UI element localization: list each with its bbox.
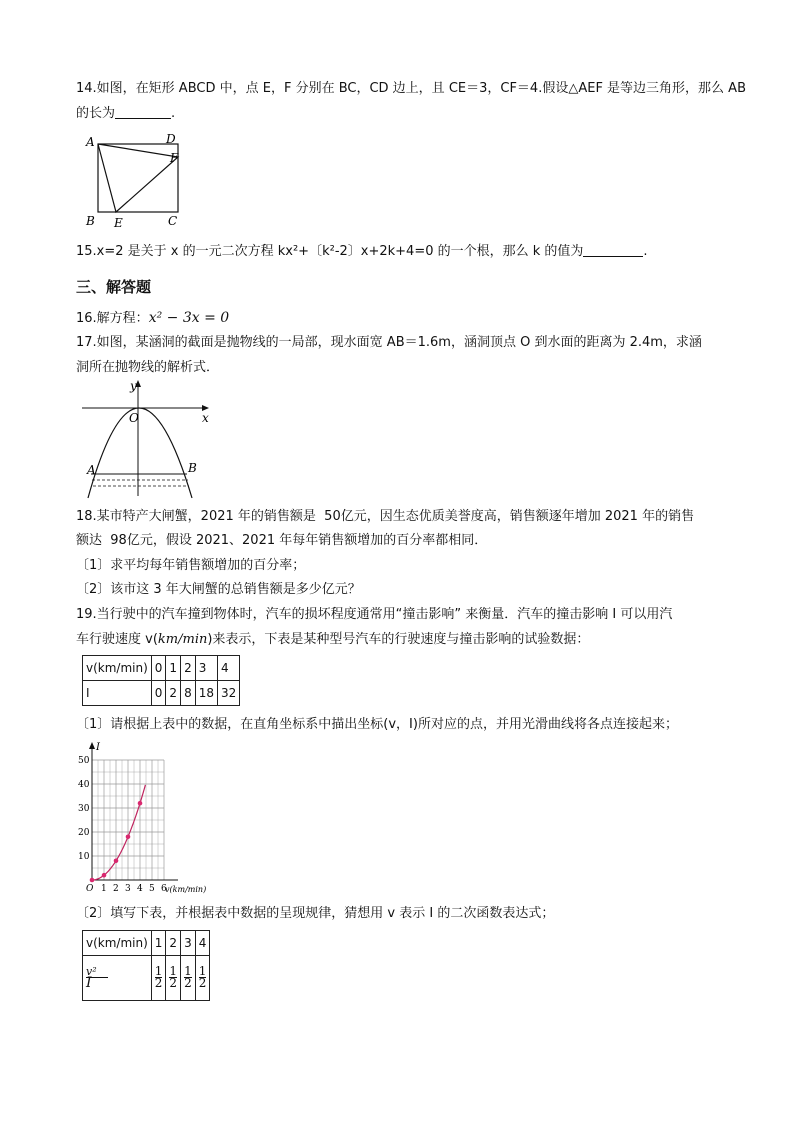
ratio-label-den: I: [86, 977, 108, 989]
table-cell: 2: [181, 656, 196, 681]
fraction-num: 1: [169, 964, 178, 978]
fraction-num: 1: [198, 964, 207, 978]
q16-line: [76, 310, 229, 327]
table-cell: [83, 956, 152, 1001]
fraction: [155, 966, 163, 989]
q15-text: 15.x=2 是关于 x 的一元二次方程 kx²+〔k²-2〕x+2k+4=0 的一个根，那么 k 的值为: [76, 244, 584, 259]
table-cell: 18: [195, 681, 217, 706]
impact-chart: [70, 740, 235, 900]
table-cell: 32: [217, 681, 239, 706]
y-axis-label: I: [96, 742, 100, 753]
table-row: [83, 931, 210, 956]
ratio-label: [86, 966, 108, 989]
fraction: [184, 966, 192, 989]
fig-label-d: D: [166, 132, 176, 146]
fig-label-c: C: [168, 214, 178, 228]
y-axis-arrow: [89, 742, 95, 749]
x-tick-label: 5: [149, 884, 155, 894]
table-row: [83, 681, 240, 706]
fraction-num: 1: [154, 964, 163, 978]
q19-sub1: 〔1〕请根据上表中的数据，在直角坐标系中描出坐标(v，I)所对应的点，并用光滑曲线将各点连接起来；: [76, 717, 678, 732]
q18-line2-b: 98亿元，假设 2021、2021 年每年销售额增加的百分率都相同．: [110, 533, 488, 548]
data-point: [138, 801, 143, 806]
data-point: [102, 873, 107, 878]
table-cell: 3: [195, 656, 217, 681]
q18-line1-b: 50亿元，因生态优质美誉度高，销售额逐年增加 2021 年的销售: [324, 509, 695, 524]
data-point: [90, 878, 95, 883]
y-tick-label: 40: [78, 780, 90, 790]
q18-sub2: 〔2〕该市这 3 年大闸蟹的总销售额是多少亿元？: [76, 582, 361, 597]
y-tick-label: 50: [78, 756, 90, 766]
table-cell: 1: [166, 656, 181, 681]
q14-line2: [76, 106, 175, 122]
table-cell: 3: [181, 931, 196, 956]
fraction-den: 2: [184, 976, 192, 990]
q18-line1-a: 18.某市特产大闸蟹，2021 年的销售额是: [76, 509, 316, 524]
q14-line2-prefix: 的长为: [76, 106, 116, 121]
x-tick-label: 2: [113, 884, 119, 894]
table-cell: 4: [217, 656, 239, 681]
q18-line1: [76, 509, 694, 525]
fraction-num: 1: [184, 964, 192, 978]
table-cell: v(km/min): [83, 931, 152, 956]
fig-label-e: E: [114, 216, 123, 230]
x-tick-label: 3: [125, 884, 131, 894]
table-cell: I: [83, 681, 152, 706]
table-cell: 8: [181, 681, 196, 706]
q18-line2-a: 额达: [76, 533, 103, 548]
speed-impact-table: [82, 655, 240, 706]
q18-line2: [76, 533, 487, 549]
q19-line2: [76, 632, 589, 648]
q18-sub1: 〔1〕求平均每年销售额增加的百分率；: [76, 558, 306, 573]
table-row: [83, 656, 240, 681]
q14-line1: 14.如图，在矩形 ABCD 中，点 E，F 分别在 BC，CD 边上，且 CE＝3，CF＝4.假设△AEF 是等边三角形，那么 AB: [76, 81, 746, 96]
table-cell: v(km/min): [83, 656, 152, 681]
fraction: [199, 966, 207, 989]
q14-line2-suffix: .: [171, 106, 176, 121]
y-tick-label: 30: [78, 804, 90, 814]
q15-suffix: .: [643, 244, 648, 259]
table-cell: 2: [166, 931, 181, 956]
fraction-den: 2: [154, 976, 163, 990]
fig-label-f: F: [170, 151, 179, 165]
q17-line2: 洞所在抛物线的解析式．: [76, 360, 220, 375]
table-cell: 1: [151, 931, 166, 956]
q19-line2-a: 车行驶速度 v(: [76, 632, 158, 647]
q15-line: [76, 244, 648, 260]
q16-equation: x² − 3x = 0: [148, 310, 230, 326]
fig-label-b2: B: [188, 461, 197, 475]
y-tick-label: 10: [78, 852, 90, 862]
fitted-curve: [92, 785, 145, 880]
y-tick-label: 20: [78, 828, 90, 838]
ratio-table: [82, 930, 210, 1001]
x-tick-label: O: [86, 884, 94, 894]
fig-label-x: x: [202, 411, 209, 425]
fig-label-a2: A: [87, 463, 96, 477]
q15-answer-blank[interactable]: [583, 244, 643, 257]
table-cell: [195, 956, 210, 1001]
section-title: 三、解答题: [76, 278, 152, 296]
fig-label-a: A: [86, 135, 95, 149]
table-cell: [151, 956, 166, 1001]
q19-sub2: 〔2〕填写下表，并根据表中数据的呈现规律，猜想用 v 表示 I 的二次函数表达式；: [76, 906, 555, 921]
parabola-figure: [78, 378, 218, 500]
rectangle-figure: [82, 132, 192, 232]
q19-line2-b: )来表示，下表是某种型号汽车的行驶速度与撞击影响的试验数据：: [207, 632, 590, 647]
table-cell: [181, 956, 196, 1001]
data-point: [126, 835, 131, 840]
table-cell: [166, 956, 181, 1001]
q19-line1: 19.当行驶中的汽车撞到物体时，汽车的损坏程度通常用“撞击影响” 来衡量．汽车的撞击影响 I 可以用汽: [76, 607, 673, 622]
fraction-den: 2: [169, 976, 178, 990]
x-tick-label: 6: [161, 884, 167, 894]
ratio-label-num: v²: [86, 965, 97, 978]
x-tick-label: 1: [101, 884, 107, 894]
fig-label-y: y: [130, 379, 137, 393]
data-point: [114, 859, 119, 864]
x-tick-label: 4: [137, 884, 143, 894]
table-cell: 0: [151, 681, 166, 706]
fraction-den: 2: [198, 976, 207, 990]
q17-line1: 17.如图，某涵洞的截面是抛物线的一局部，现水面宽 AB＝1.6m，涵洞顶点 O 到水面的距离为 2.4m，求涵: [76, 335, 702, 350]
fig-label-o: O: [129, 411, 139, 425]
table-cell: 4: [195, 931, 210, 956]
q14-answer-blank[interactable]: [115, 106, 171, 119]
table-cell: 2: [166, 681, 181, 706]
x-axis-label: v(km/min): [165, 885, 207, 894]
q16-text: 16.解方程：: [76, 311, 149, 326]
table-row: [83, 956, 210, 1001]
fig-label-b: B: [86, 214, 95, 228]
table-cell: 0: [151, 656, 166, 681]
fraction: [169, 966, 177, 989]
q19-line2-unit: km/min: [157, 632, 208, 647]
